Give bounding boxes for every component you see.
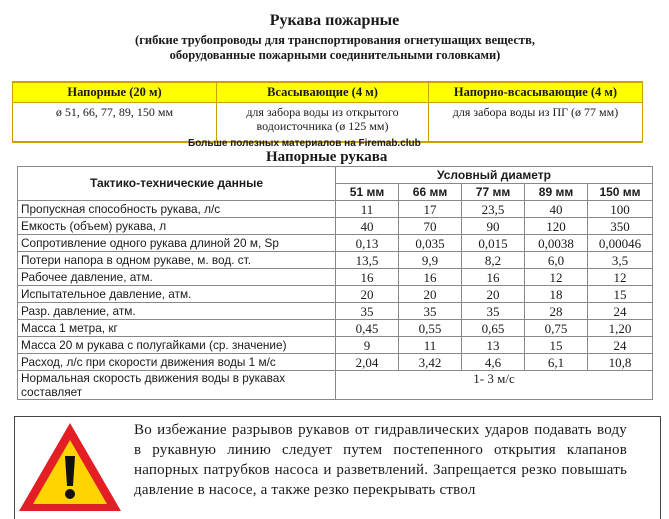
value-cell: 12 <box>525 269 588 286</box>
param-cell: Разр. давление, атм. <box>18 303 336 320</box>
value-cell: 10,8 <box>588 354 653 371</box>
table-row <box>18 320 653 337</box>
value-cell: 20 <box>336 286 399 303</box>
warning-text: Во избежание разрывов рукавов от гидравлических ударов подавать воду в рукавную линию следует путем постепенного открытия клапанов напорных патрубков насоса и разветвлений. Запрещается резко повышать давление в насосе, а также резко перекрывать ствол <box>134 422 627 498</box>
value-cell: 18 <box>525 286 588 303</box>
param-cell <box>18 371 336 400</box>
hose-types-desc-row <box>13 103 643 143</box>
hose-type-desc: ø 51, 66, 77, 89, 150 мм <box>13 103 217 143</box>
table-row <box>18 252 653 269</box>
value-cell: 9,9 <box>399 252 462 269</box>
diameter-cell: 89 мм <box>525 184 588 201</box>
hose-type-header: Всасывающие (4 м) <box>217 82 429 103</box>
value-cell: 2,04 <box>336 354 399 371</box>
value-cell: 13,5 <box>336 252 399 269</box>
value-cell: 15 <box>588 286 653 303</box>
page-subtitle <box>90 33 580 63</box>
watermark-text: Больше полезных материалов на Firemab.club <box>188 138 421 149</box>
value-cell: 1- 3 м/с <box>336 371 653 400</box>
table-row <box>18 286 653 303</box>
hose-type-desc: для забора воды из ПГ (ø 77 мм) <box>429 103 643 143</box>
value-cell: 0,65 <box>462 320 525 337</box>
value-cell: 6,1 <box>525 354 588 371</box>
subtitle-line-2: оборудованные пожарными соединительными головками) <box>169 48 501 62</box>
param-cell: Пропускная способность рукава, л/с <box>18 201 336 218</box>
diameter-cell: 150 мм <box>588 184 653 201</box>
value-cell: 16 <box>399 269 462 286</box>
param-cell: Масса 1 метра, кг <box>18 320 336 337</box>
table-row <box>18 303 653 320</box>
section-title: Напорные рукава <box>266 149 388 165</box>
table-row <box>18 269 653 286</box>
diameter-cell: 51 мм <box>336 184 399 201</box>
param-cell: Потери напора в одном рукаве, м. вод. ст. <box>18 252 336 269</box>
value-cell: 0,75 <box>525 320 588 337</box>
param-cell: Емкость (объем) рукава, л <box>18 218 336 235</box>
table-row <box>18 337 653 354</box>
param-cell: Сопротивление одного рукава длиной 20 м, Sp <box>18 235 336 252</box>
table-row <box>18 371 653 400</box>
value-cell: 28 <box>525 303 588 320</box>
value-cell: 16 <box>336 269 399 286</box>
hose-type-desc: для забора воды из открытого водоисточника (ø 125 мм) <box>217 103 429 143</box>
param-cell: Рабочее давление, атм. <box>18 269 336 286</box>
value-cell: 0,035 <box>399 235 462 252</box>
value-cell: 11 <box>336 201 399 218</box>
value-cell: 0,0038 <box>525 235 588 252</box>
value-cell: 0,45 <box>336 320 399 337</box>
diameter-cell: 66 мм <box>399 184 462 201</box>
value-cell: 6,0 <box>525 252 588 269</box>
param-cell: Испытательное давление, атм. <box>18 286 336 303</box>
value-cell: 0,55 <box>399 320 462 337</box>
value-cell: 90 <box>462 218 525 235</box>
param-line: составляет <box>21 385 83 399</box>
value-cell: 16 <box>462 269 525 286</box>
value-cell: 120 <box>525 218 588 235</box>
value-cell: 0,00046 <box>588 235 653 252</box>
param-line: Нормальная скорость движения воды в рукавах <box>21 371 286 385</box>
hose-type-header: Напорно-всасывающие (4 м) <box>429 82 643 103</box>
value-cell: 35 <box>462 303 525 320</box>
value-cell: 0,13 <box>336 235 399 252</box>
value-cell: 9 <box>336 337 399 354</box>
table-row <box>18 235 653 252</box>
param-cell: Масса 20 м рукава с полугайками (ср. значение) <box>18 337 336 354</box>
hose-types-header-row <box>13 82 643 103</box>
param-header: Тактико-технические данные <box>18 167 336 201</box>
value-cell: 13 <box>462 337 525 354</box>
value-cell: 3,5 <box>588 252 653 269</box>
warning-triangle-icon <box>16 420 124 514</box>
value-cell: 40 <box>336 218 399 235</box>
value-cell: 40 <box>525 201 588 218</box>
table-body <box>18 201 653 371</box>
value-cell: 1,20 <box>588 320 653 337</box>
page-title: Рукава пожарные <box>269 12 400 29</box>
value-cell: 15 <box>525 337 588 354</box>
value-cell: 8,2 <box>462 252 525 269</box>
value-cell: 23,5 <box>462 201 525 218</box>
hose-type-header: Напорные (20 м) <box>13 82 217 103</box>
value-cell: 20 <box>399 286 462 303</box>
diameter-cell: 77 мм <box>462 184 525 201</box>
value-cell: 0,015 <box>462 235 525 252</box>
value-cell: 12 <box>588 269 653 286</box>
value-cell: 20 <box>462 286 525 303</box>
value-cell: 24 <box>588 303 653 320</box>
value-cell: 17 <box>399 201 462 218</box>
table-row <box>18 201 653 218</box>
diameter-header: Условный диаметр <box>336 167 653 184</box>
value-cell: 3,42 <box>399 354 462 371</box>
hose-types-table <box>12 81 643 143</box>
subtitle-line-1: (гибкие трубопроводы для транспортирования огнетушащих веществ, <box>135 33 535 47</box>
table-row <box>18 354 653 371</box>
value-cell: 35 <box>336 303 399 320</box>
value-cell: 350 <box>588 218 653 235</box>
param-cell: Расход, л/с при скорости движения воды 1 м/с <box>18 354 336 371</box>
value-cell: 4,6 <box>462 354 525 371</box>
value-cell: 100 <box>588 201 653 218</box>
value-cell: 35 <box>399 303 462 320</box>
value-cell: 70 <box>399 218 462 235</box>
value-cell: 24 <box>588 337 653 354</box>
value-cell: 11 <box>399 337 462 354</box>
table-row <box>18 218 653 235</box>
table-header-row <box>18 167 653 184</box>
pressure-hoses-table <box>17 166 653 400</box>
